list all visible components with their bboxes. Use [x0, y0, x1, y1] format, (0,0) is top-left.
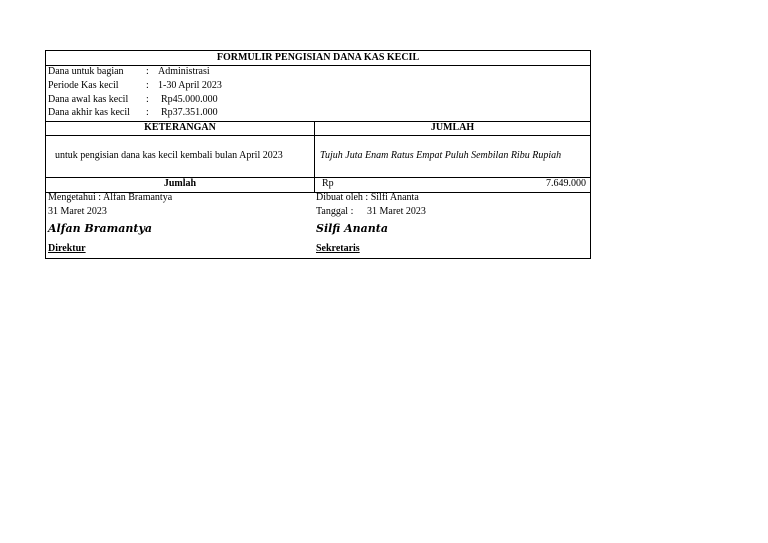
info-label-bagian: Dana untuk bagian: [48, 66, 124, 77]
right-role: Sekretaris: [316, 243, 360, 254]
keterangan-text: untuk pengisian dana kas kecil kembali bulan April 2023: [55, 150, 283, 161]
divider: [46, 135, 590, 136]
form-title: FORMULIR PENGISIAN DANA KAS KECIL: [216, 52, 420, 63]
right-signature: Silfi Ananta: [316, 222, 388, 235]
info-value-bagian: Administrasi: [158, 66, 210, 77]
info-sep: :: [146, 80, 149, 91]
info-sep: :: [146, 66, 149, 77]
total-label: Jumlah: [163, 178, 197, 189]
info-value-dana-akhir: Rp37.351.000: [161, 107, 218, 118]
info-label-dana-awal: Dana awal kas kecil: [48, 94, 129, 105]
total-currency: Rp: [322, 178, 334, 189]
dibuat-oleh-text: Dibuat oleh : Silfi Ananta: [316, 192, 419, 203]
info-label-periode: Periode Kas kecil: [48, 80, 119, 91]
petty-cash-form: [45, 50, 591, 259]
info-value-periode: 1-30 April 2023: [158, 80, 222, 91]
right-date: 31 Maret 2023: [367, 206, 426, 217]
divider: [46, 65, 590, 66]
jumlah-terbilang: Tujuh Juta Enam Ratus Empat Puluh Sembilan Ribu Rupiah: [320, 150, 562, 161]
left-role: Direktur: [48, 243, 86, 254]
total-value: 7.649.000: [546, 178, 586, 189]
info-label-dana-akhir: Dana akhir kas kecil: [48, 107, 130, 118]
info-sep: :: [146, 94, 149, 105]
left-signature: Alfan Bramantya: [48, 222, 152, 235]
column-divider: [314, 121, 315, 193]
left-date: 31 Maret 2023: [48, 206, 107, 217]
right-date-label: Tanggal :: [316, 206, 354, 217]
col-header-jumlah: JUMLAH: [430, 122, 475, 133]
col-header-keterangan: KETERANGAN: [144, 122, 216, 133]
info-value-dana-awal: Rp45.000.000: [161, 94, 218, 105]
info-sep: :: [146, 107, 149, 118]
mengetahui-text: Mengetahui : Alfan Bramantya: [48, 192, 173, 203]
